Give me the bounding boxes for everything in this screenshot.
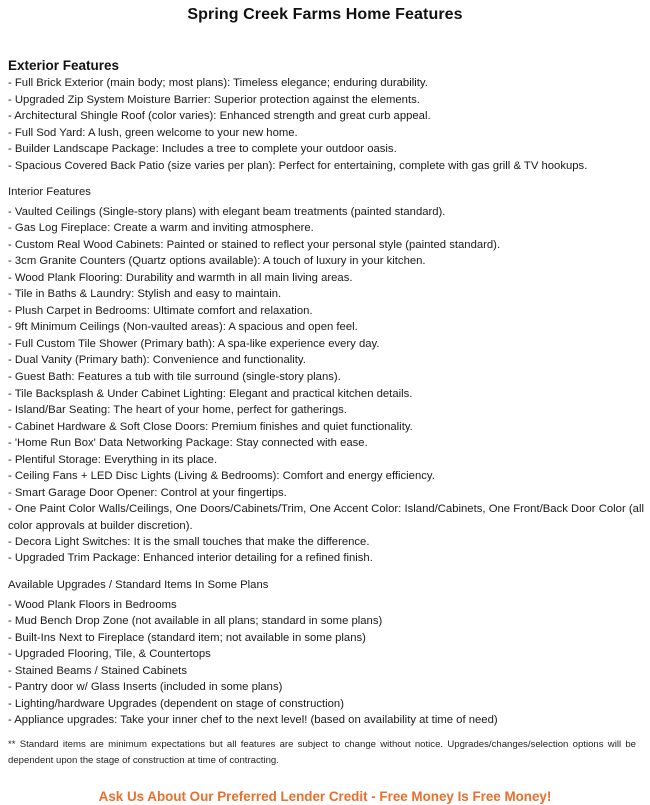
list-item: - Ceiling Fans + LED Disc Lights (Living & Bedrooms): Comfort and energy efficiency. xyxy=(8,470,435,483)
list-item: - Wood Plank Floors in Bedrooms xyxy=(8,598,177,611)
list-item: - Full Sod Yard: A lush, green welcome to your new home. xyxy=(8,126,298,139)
list-item: - One Paint Color Walls/Ceilings, One Doors/Cabinets/Trim, One Accent Color: Island/Cabinets, One Front/Back Door Color (all color approvals at builder discretion). xyxy=(8,503,644,532)
list-item: - Built-Ins Next to Fireplace (standard item; not available in some plans) xyxy=(8,631,366,644)
interior-features-heading: Interior Features xyxy=(8,186,91,198)
interior-features-section xyxy=(8,184,644,567)
list-item: - Tile in Baths & Laundry: Stylish and easy to maintain. xyxy=(8,288,282,301)
list-item: - Full Brick Exterior (main body; most plans): Timeless elegance; enduring durability. xyxy=(8,77,428,89)
lender-credit-callout: Ask Us About Our Preferred Lender Credit - Free Money Is Free Money! xyxy=(98,789,552,804)
list-item: - Pantry door w/ Glass Inserts (included in some plans) xyxy=(8,681,283,694)
list-item: - Upgraded Flooring, Tile, & Countertops xyxy=(8,648,211,661)
list-item: - Lighting/hardware Upgrades (dependent on stage of construction) xyxy=(8,697,344,710)
list-item: - 3cm Granite Counters (Quartz options available): A touch of luxury in your kitchen. xyxy=(8,255,426,268)
list-item: - Gas Log Fireplace: Create a warm and inviting atmosphere. xyxy=(8,222,314,235)
list-item: - Dual Vanity (Primary bath): Convenience and functionality. xyxy=(8,354,306,367)
exterior-features-heading: Exterior Features xyxy=(8,58,120,73)
exterior-features-section xyxy=(8,57,644,174)
list-item: - Smart Garage Door Opener: Control at your fingertips. xyxy=(8,486,287,499)
list-item: - Spacious Covered Back Patio (size varies per plan): Perfect for entertaining, complete with gas grill & TV hookups. xyxy=(8,159,588,172)
list-item: - Island/Bar Seating: The heart of your home, perfect for gatherings. xyxy=(8,404,347,417)
list-item: - Appliance upgrades: Take your inner chef to the next level! (based on availability at time of need) xyxy=(8,714,498,727)
disclaimer-note: ** Standard items are minimum expectations but all features are subject to change without notice. Upgrades/changes/selection options will be dependent upon the stage of construction at time of contracting. xyxy=(8,739,636,766)
list-item: - 'Home Run Box' Data Networking Package: Stay connected with ease. xyxy=(8,437,368,450)
list-item: - 9ft Minimum Ceilings (Non-vaulted areas): A spacious and open feel. xyxy=(8,321,358,334)
list-item: - Stained Beams / Stained Cabinets xyxy=(8,664,187,677)
list-item: - Vaulted Ceilings (Single-story plans) with elegant beam treatments (painted standard). xyxy=(8,205,446,218)
list-item: - Guest Bath: Features a tub with tile surround (single-story plans). xyxy=(8,370,341,383)
list-item: - Wood Plank Flooring: Durability and warmth in all main living areas. xyxy=(8,271,353,284)
list-item: - Plentiful Storage: Everything in its place. xyxy=(8,453,218,466)
page-title: Spring Creek Farms Home Features xyxy=(187,6,463,23)
list-item: - Mud Bench Drop Zone (not available in all plans; standard in some plans) xyxy=(8,615,383,628)
list-item: - Full Custom Tile Shower (Primary bath): A spa-like experience every day. xyxy=(8,337,380,350)
upgrades-heading: Available Upgrades / Standard Items In Some Plans xyxy=(8,579,269,591)
list-item: - Builder Landscape Package: Includes a tree to complete your outdoor oasis. xyxy=(8,143,397,156)
upgrades-section xyxy=(8,577,644,729)
list-item: - Architectural Shingle Roof (color varies): Enhanced strength and great curb appeal. xyxy=(8,110,431,123)
list-item: - Upgraded Zip System Moisture Barrier: Superior protection against the elements. xyxy=(8,93,420,106)
list-item: - Decora Light Switches: It is the small touches that make the difference. xyxy=(8,535,370,548)
list-item: - Custom Real Wood Cabinets: Painted or stained to reflect your personal style (painted standard). xyxy=(8,238,501,251)
list-item: - Upgraded Trim Package: Enhanced interior detailing for a refined finish. xyxy=(8,552,373,565)
list-item: - Cabinet Hardware & Soft Close Doors: Premium finishes and quiet functionality. xyxy=(8,420,413,433)
list-item: - Tile Backsplash & Under Cabinet Lighting: Elegant and practical kitchen details. xyxy=(8,387,413,400)
list-item: - Plush Carpet in Bedrooms: Ultimate comfort and relaxation. xyxy=(8,304,313,317)
